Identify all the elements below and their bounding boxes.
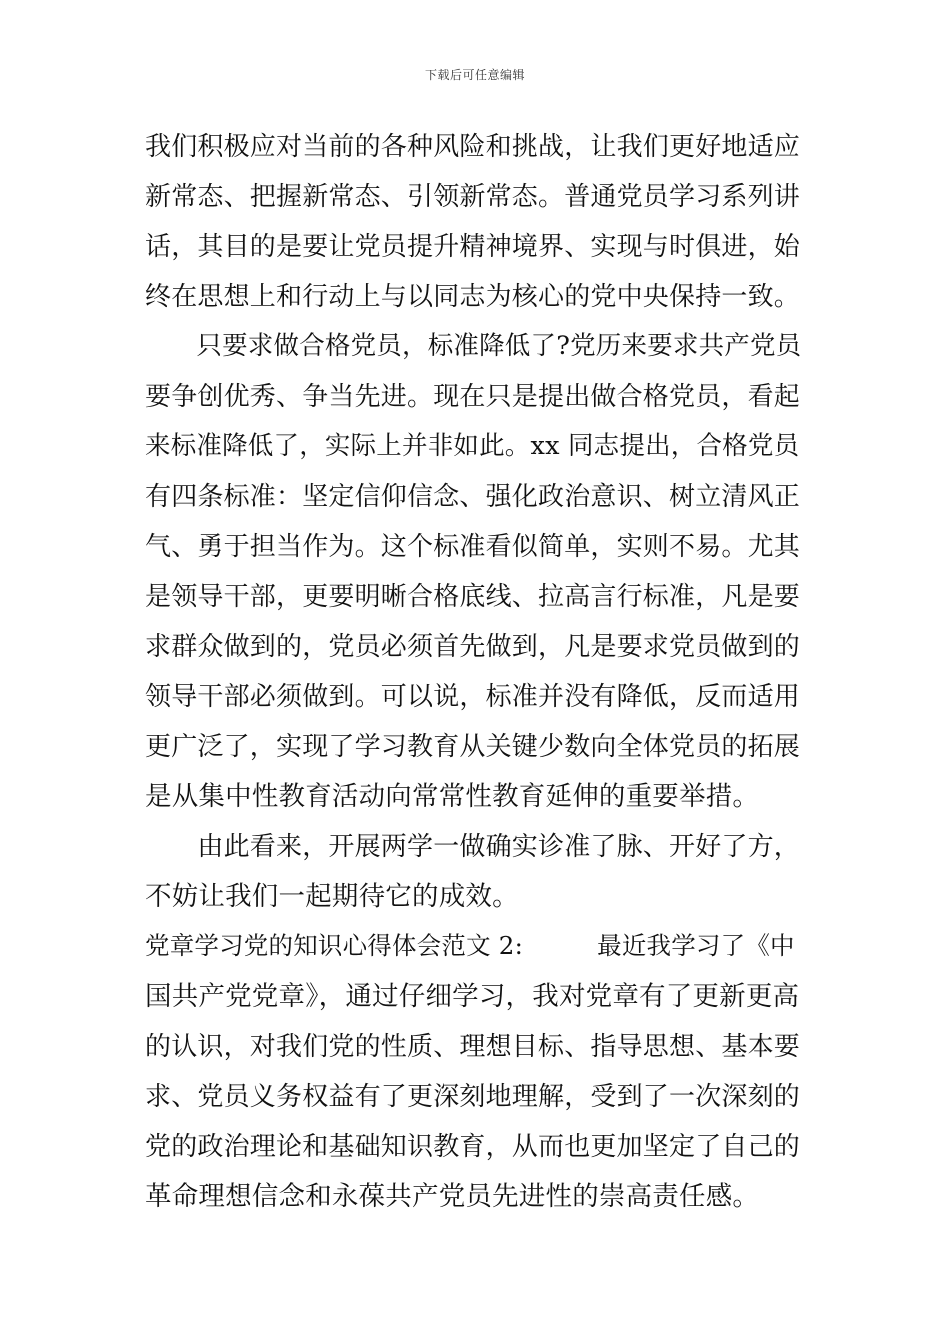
body-line: 话，其目的是要让党员提升精神境界、实现与时俱进，始 [145, 232, 801, 262]
body-line: 终在思想上和行动上与以同志为核心的党中央保持一致。 [145, 282, 801, 312]
body-line: 由此看来，开展两学一做确实诊准了脉、开好了方， [145, 832, 801, 862]
body-line: 求、党员义务权益有了更深刻地理解，受到了一次深刻的 [145, 1082, 801, 1112]
body-line: 革命理想信念和永葆共产党员先进性的崇高责任感。 [145, 1181, 760, 1212]
body-line: 的认识，对我们党的性质、理想目标、指导思想、基本要 [145, 1032, 801, 1062]
body-line: 是从集中性教育活动向常常性教育延伸的重要举措。 [145, 781, 760, 812]
body-line: 更广泛了，实现了学习教育从关键少数向全体党员的拓展 [145, 732, 801, 762]
body-line: 新常态、把握新常态、引领新常态。普通党员学习系列讲 [145, 182, 801, 212]
body-line: 领导干部必须做到。可以说，标准并没有降低，反而适用 [145, 682, 801, 712]
body-line: 要争创优秀、争当先进。现在只是提出做合格党员，看起 [145, 382, 801, 412]
body-line: 有四条标准：坚定信仰信念、强化政治意识、树立清风正 [145, 482, 801, 512]
body-line: 党的政治理论和基础知识教育，从而也更加坚定了自己的 [145, 1132, 801, 1162]
page-header: 下载后可任意编辑 [424, 68, 525, 82]
body-line: 来标准降低了，实际上并非如此。xx 同志提出，合格党员 [145, 431, 800, 461]
body-line: 气、勇于担当作为。这个标准看似简单，实则不易。尤其 [145, 532, 801, 562]
body-line: 国共产党党章》，通过仔细学习，我对党章有了更新更高 [145, 981, 800, 1012]
section-heading-line: 党章学习党的知识心得体会范文 2: 最近我学习了《中 [145, 931, 795, 960]
body-line: 我们积极应对当前的各种风险和挑战，让我们更好地适应 [145, 132, 801, 162]
body-line: 求群众做到的，党员必须首先做到，凡是要求党员做到的 [145, 632, 801, 662]
body-line: 只要求做合格党员，标准降低了?党历来要求共产党员 [145, 331, 802, 361]
body-line: 是领导干部，更要明晰合格底线、拉高言行标准，凡是要 [145, 582, 801, 612]
body-line: 不妨让我们一起期待它的成效。 [145, 881, 519, 912]
